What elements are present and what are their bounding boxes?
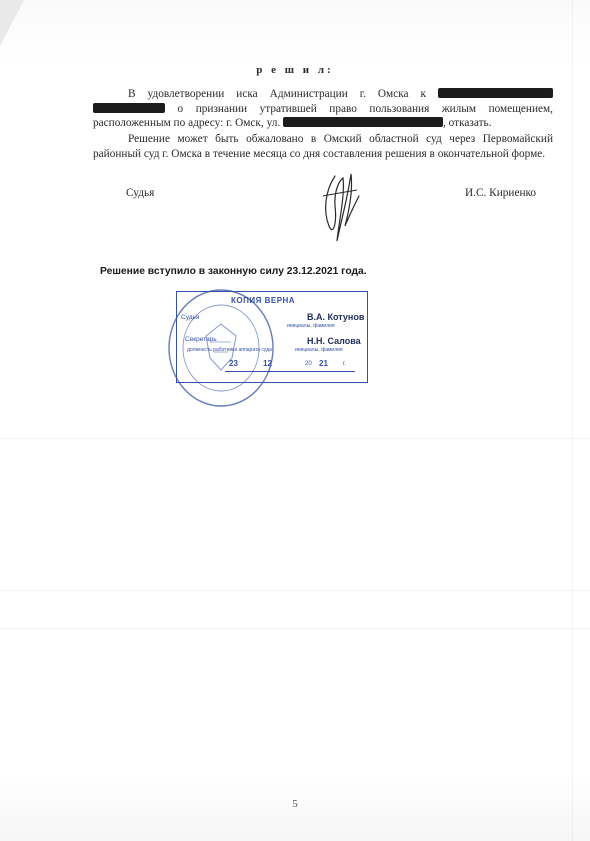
- stamp-judge-label: Судья: [181, 314, 200, 321]
- stamp-date-month: 12: [263, 359, 272, 368]
- redaction-bar: [93, 103, 165, 113]
- scan-artifact-line: [0, 628, 590, 629]
- stamp-secretary-name: Н.Н. Салова: [307, 336, 361, 346]
- stamp-date: [225, 359, 355, 372]
- scan-artifact-line: [0, 590, 590, 591]
- decision-paragraph: [93, 87, 553, 131]
- stamp-position-caption: должность работника аппарата суда: [187, 347, 272, 353]
- stamp-judge-name: В.А. Котунов: [307, 312, 365, 322]
- appeal-paragraph: [93, 132, 553, 161]
- stamp-title: КОПИЯ ВЕРНА: [231, 296, 296, 305]
- scan-artifact-line: [0, 438, 590, 439]
- stamp-initials-caption: инициалы, фамилия: [287, 323, 335, 329]
- stamp-date-year: 21: [319, 359, 328, 368]
- redaction-bar: [283, 117, 443, 127]
- scan-artifact-vertical: [572, 0, 573, 841]
- stamp-date-day: 23: [229, 359, 238, 368]
- stamp-date-suffix: г.: [343, 361, 347, 367]
- judge-name: И.С. Кириенко: [465, 187, 537, 199]
- judge-signature: [315, 166, 365, 246]
- copy-certification-stamp: [176, 291, 368, 383]
- paragraph-text-part1: В удовлетворении иска Администрации г. Омска к: [128, 88, 427, 100]
- decision-heading: р е ш и л:: [256, 64, 334, 76]
- appeal-text: Решение может быть обжаловано в Омский областной суд через Первомайский районный суд г. Омска в течение месяца со дня составления решения в окончательной форме.: [93, 133, 553, 160]
- page-corner-fold: [0, 0, 24, 46]
- stamp-initials-caption: инициалы, фамилия: [295, 347, 343, 353]
- redaction-bar: [438, 88, 553, 98]
- effective-date-note: Решение вступило в законную силу 23.12.2021 года.: [100, 266, 367, 277]
- stamp-date-century: 20: [305, 361, 312, 367]
- stamp-secretary-label: Секретарь: [185, 336, 217, 343]
- paragraph-text-part3: , отказать.: [443, 117, 492, 130]
- paragraph-text-part2: о признании утратившей право пользования жилым помещением, расположенным по адресу: г. Омск, ул.: [93, 102, 553, 130]
- page-number: 5: [292, 798, 298, 810]
- judge-title: Судья: [126, 187, 155, 199]
